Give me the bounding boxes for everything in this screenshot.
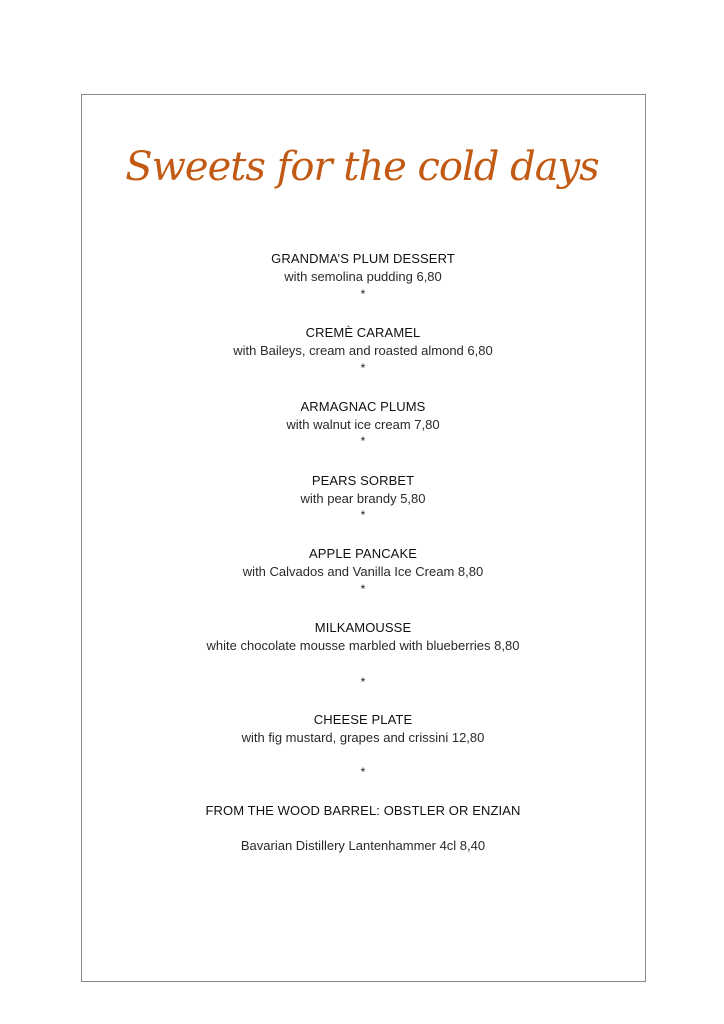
menu-item xyxy=(82,398,644,435)
dish-description: with semolina pudding 6,80 xyxy=(284,269,442,284)
dish-description: with fig mustard, grapes and crissini 12,80 xyxy=(241,730,485,745)
dish-description: with Calvados and Vanilla Ice Cream 8,80 xyxy=(242,564,484,579)
menu-item xyxy=(82,545,644,582)
dish-name: CREMÈ CARAMEL xyxy=(305,325,421,340)
dish-name: MILKAMOUSSE xyxy=(314,620,412,635)
dish-name: FROM THE WOOD BARREL: OBSTLER OR ENZIAN xyxy=(205,803,521,818)
separator-star: * xyxy=(360,765,366,779)
menu-item xyxy=(82,250,644,287)
dish-name: PEARS SORBET xyxy=(311,473,415,488)
dish-name: ARMAGNAC PLUMS xyxy=(300,399,426,414)
separator-star: * xyxy=(360,675,366,689)
dish-description: with Baileys, cream and roasted almond 6,80 xyxy=(233,343,493,358)
menu-item xyxy=(82,802,644,856)
dish-description: with pear brandy 5,80 xyxy=(300,491,426,506)
dish-description: Bavarian Distillery Lantenhammer 4cl 8,40 xyxy=(240,838,486,853)
separator-star: * xyxy=(360,434,366,448)
separator-star: * xyxy=(360,361,366,375)
menu-item xyxy=(82,472,644,509)
dish-name: CHEESE PLATE xyxy=(313,712,413,727)
menu-item xyxy=(82,324,644,361)
dish-description: with walnut ice cream 7,80 xyxy=(286,417,440,432)
dish-name: GRANDMA’S PLUM DESSERT xyxy=(271,251,455,266)
menu-item xyxy=(82,711,644,748)
separator-star: * xyxy=(360,582,366,596)
separator-star: * xyxy=(360,508,366,522)
separator-star: * xyxy=(360,287,366,301)
dish-name: APPLE PANCAKE xyxy=(309,546,417,561)
menu-title: Sweets for the cold days xyxy=(125,144,599,190)
menu-item xyxy=(82,619,644,656)
dish-description: white chocolate mousse marbled with blueberries 8,80 xyxy=(206,638,520,653)
